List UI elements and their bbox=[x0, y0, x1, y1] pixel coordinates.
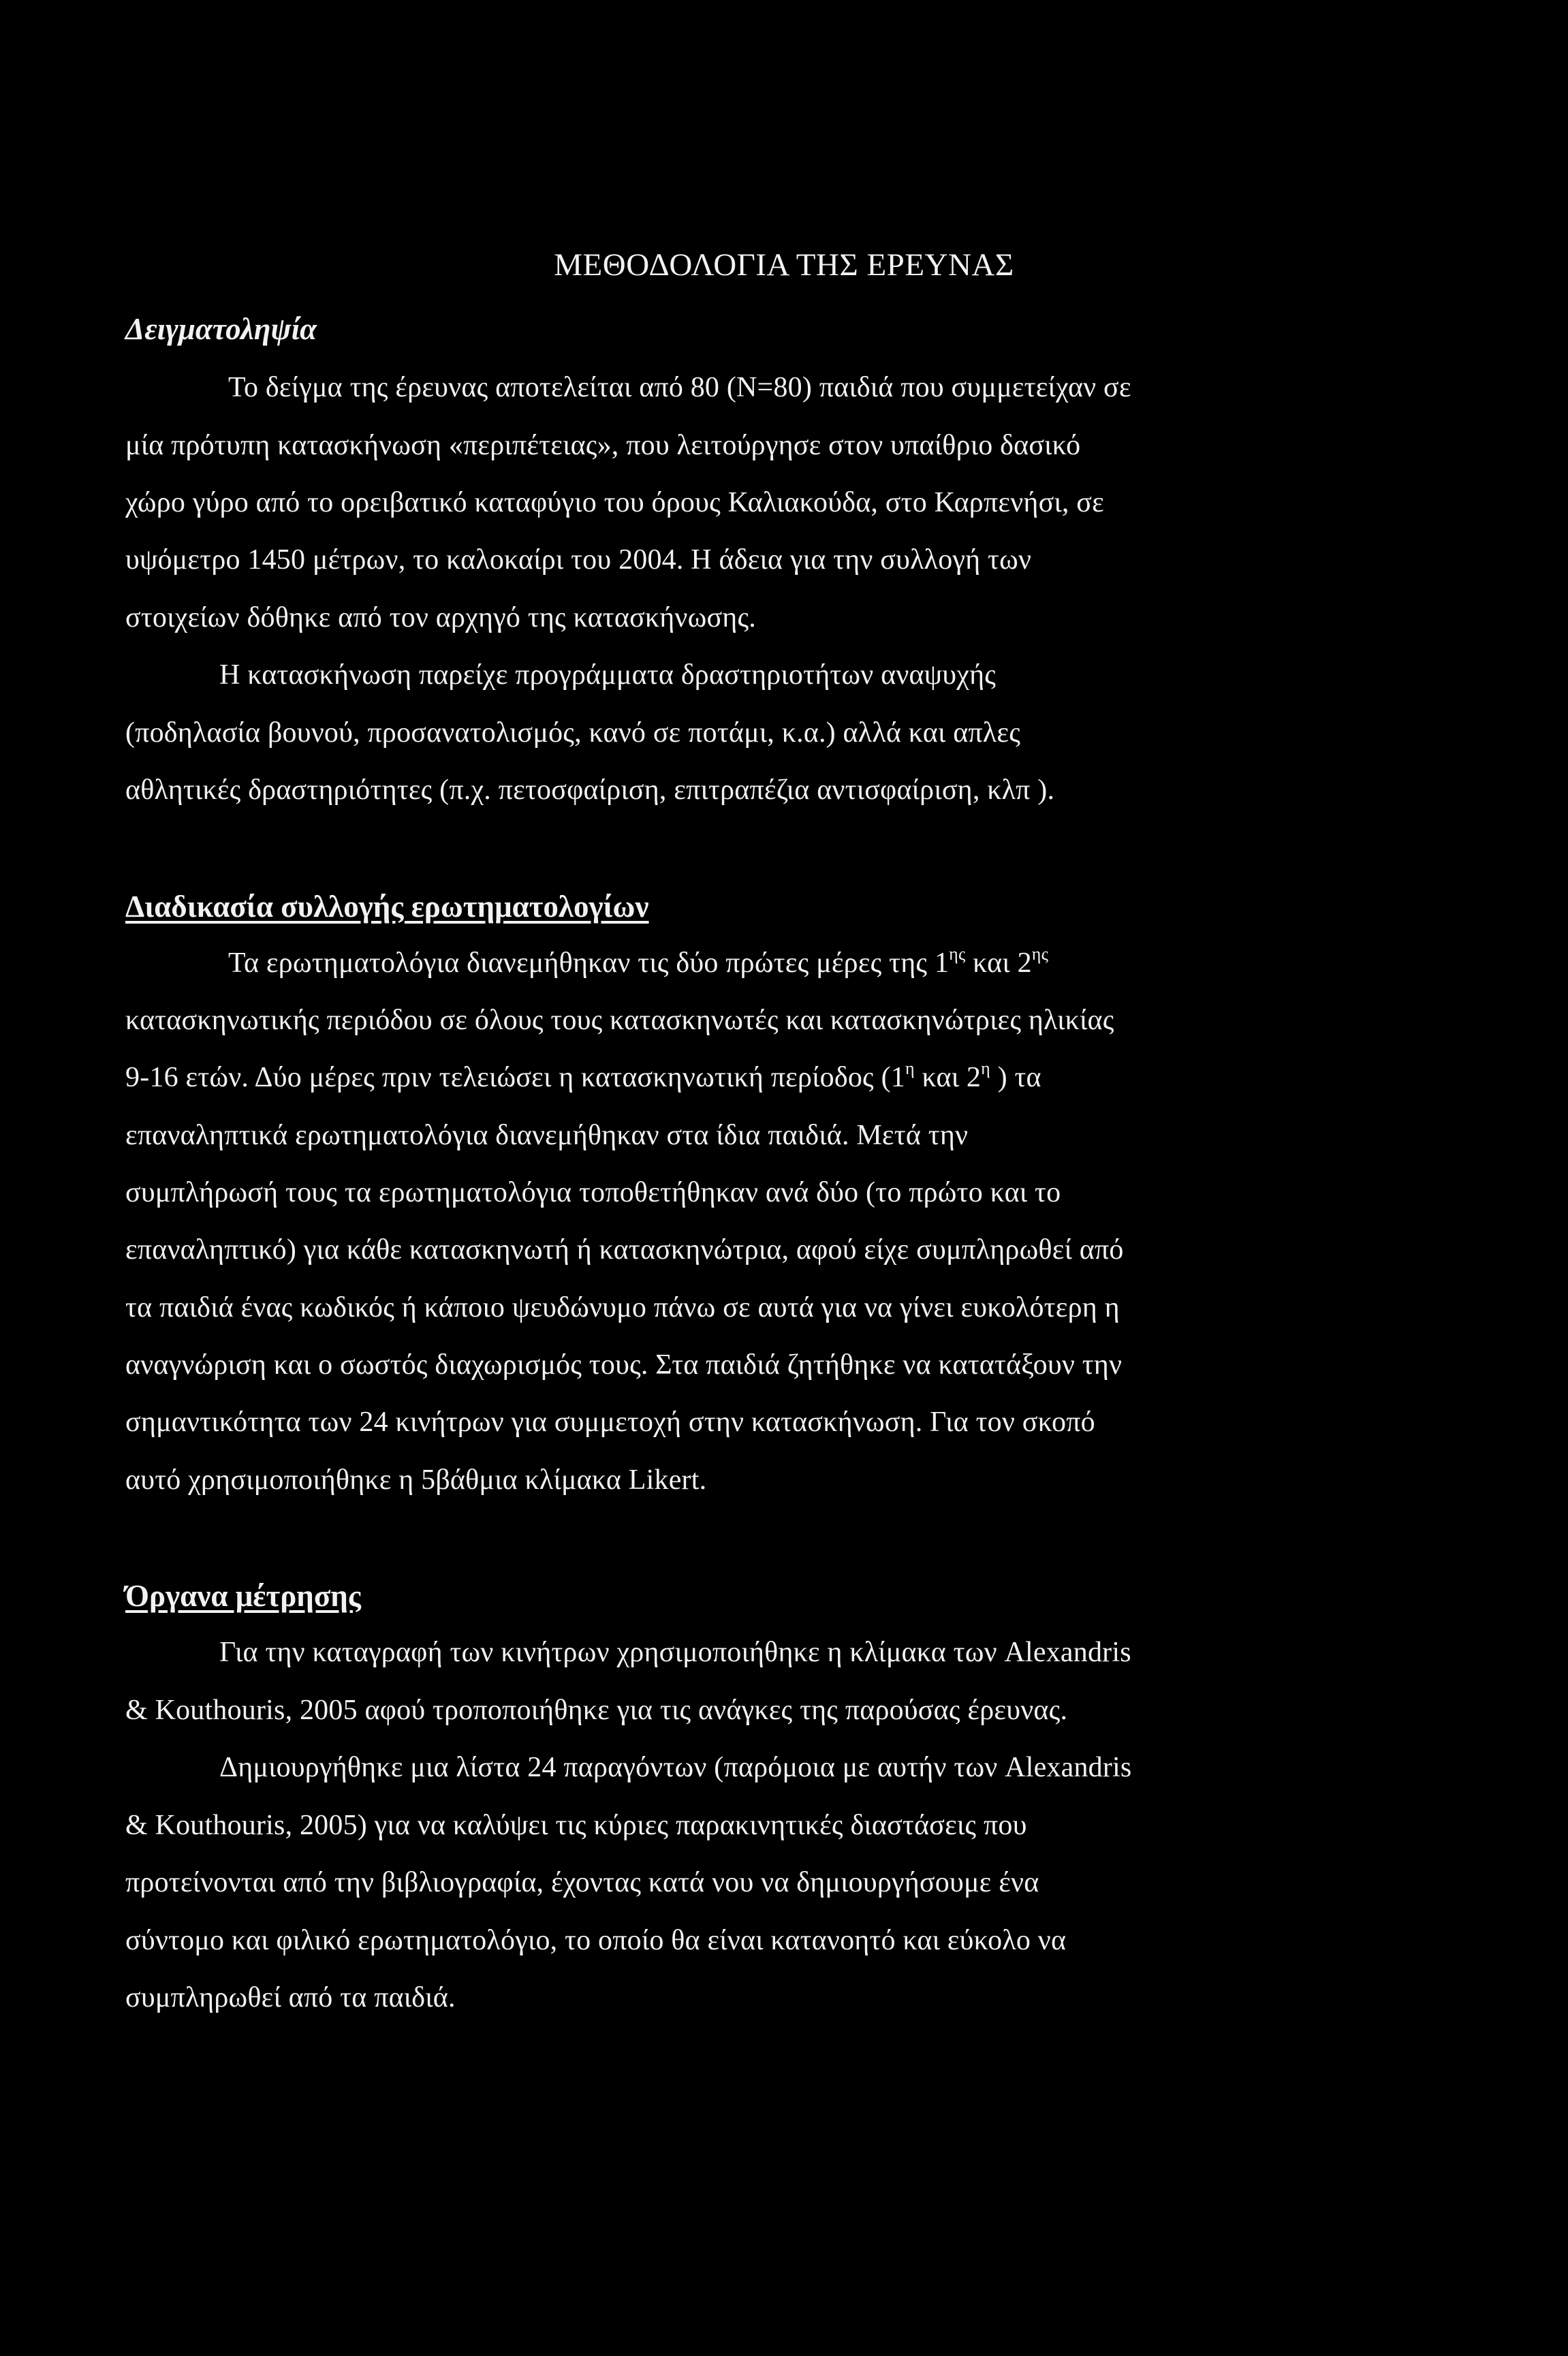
line-text: και 2 bbox=[914, 1062, 982, 1093]
paragraph-line: σύντομο και φιλικό ερωτηματολόγιο, το οποίο θα είναι κατανοητό και εύκολο να bbox=[125, 1925, 1067, 1956]
paragraph-line: αθλητικές δραστηριότητες (π.χ. πετοσφαίριση, επιτραπέζια αντισφαίριση, κλπ ). bbox=[125, 774, 1055, 806]
section-heading-collection-procedure: Διαδικασία συλλογής ερωτηματολογίων bbox=[125, 890, 649, 924]
line-text: και 2 bbox=[965, 947, 1032, 979]
line-text: 9-16 ετών. Δύο μέρες πριν τελειώσει η κατασκηνωτική περίοδος (1 bbox=[125, 1062, 905, 1093]
ordinal-suffix: ης bbox=[949, 944, 966, 964]
line-text: ) τα bbox=[990, 1062, 1041, 1093]
paragraph-line: χώρο γύρο από το ορειβατικό καταφύγιο του όρους Καλιακούδα, στο Καρπενήσι, σε bbox=[125, 487, 1104, 518]
paragraph-line: Η κατασκήνωση παρείχε προγράμματα δραστηριοτήτων αναψυχής bbox=[219, 659, 997, 691]
section-heading-instruments: Όργανα μέτρησης bbox=[125, 1579, 361, 1613]
paragraph-line: συμπληρωθεί από τα παιδιά. bbox=[125, 1982, 456, 2013]
paragraph-line: αυτό χρησιμοποιήθηκε η 5βάθμια κλίμακα Likert. bbox=[125, 1464, 707, 1496]
paragraph-line: μία πρότυπη κατασκήνωση «περιπέτειας», που λειτούργησε στον υπαίθριο δασικό bbox=[125, 430, 1081, 461]
paragraph-line: & Kouthouris, 2005) για να καλύψει τις κύριες παρακινητικές διαστάσεις που bbox=[125, 1810, 1027, 1841]
page-title: ΜΕΘΟΔΟΛΟΓΙΑ ΤΗΣ ΕΡΕΥΝΑΣ bbox=[554, 247, 1014, 283]
paragraph-line: τα παιδιά ένας κωδικός ή κάποιο ψευδώνυμο πάνω σε αυτά για να γίνει ευκολότερη η bbox=[125, 1292, 1120, 1323]
paragraph-line: αναγνώριση και ο σωστός διαχωρισμός τους. Στα παιδιά ζητήθηκε να κατατάξουν την bbox=[125, 1349, 1123, 1381]
paragraph-line: επαναληπτικά ερωτηματολόγια διανεμήθηκαν στα ίδια παιδιά. Μετά την bbox=[125, 1120, 969, 1151]
paragraph-line bbox=[228, 944, 1049, 979]
paragraph-line: σημαντικότητα των 24 κινήτρων για συμμετοχή στην κατασκήνωση. Για τον σκοπό bbox=[125, 1407, 1095, 1438]
ordinal-suffix: η bbox=[981, 1058, 990, 1078]
paragraph-line: συμπλήρωσή τους τα ερωτηματολόγια τοποθετήθηκαν ανά δύο (το πρώτο και το bbox=[125, 1177, 1061, 1208]
paragraph-line: Δημιουργήθηκε μια λίστα 24 παραγόντων (παρόμοια με αυτήν των Alexandris bbox=[219, 1752, 1132, 1783]
paragraph-line: Για την καταγραφή των κινήτρων χρησιμοποιήθηκε η κλίμακα των Alexandris bbox=[219, 1637, 1131, 1668]
paragraph-line: (ποδηλασία βουνού, προσανατολισμός, κανό σε ποτάμι, κ.α.) αλλά και απλες bbox=[125, 717, 1021, 749]
line-text: Τα ερωτηματολόγια διανεμήθηκαν τις δύο πρώτες μέρες της 1 bbox=[228, 947, 950, 979]
paragraph-line: & Kouthouris, 2005 αφού τροποποιήθηκε για τις ανάγκες της παρούσας έρευνας. bbox=[125, 1695, 1068, 1726]
paragraph-line: κατασκηνωτικής περιόδου σε όλους τους κατασκηνωτές και κατασκηνώτριες ηλικίας bbox=[125, 1005, 1114, 1036]
ordinal-suffix: η bbox=[905, 1058, 915, 1078]
paragraph-line: στοιχείων δόθηκε από τον αρχηγό της κατασκήνωσης. bbox=[125, 602, 757, 633]
ordinal-suffix: ης bbox=[1031, 944, 1049, 964]
paragraph-line: Το δείγμα της έρευνας αποτελείται από 80 (N=80) παιδιά που συμμετείχαν σε bbox=[228, 372, 1131, 403]
paragraph-line bbox=[125, 1058, 1041, 1094]
paragraph-line: επαναληπτικό) για κάθε κατασκηνωτή ή κατασκηνώτρια, αφού είχε συμπληρωθεί από bbox=[125, 1234, 1124, 1266]
section-heading-sampling: Δειγματοληψία bbox=[125, 312, 317, 346]
paragraph-line: υψόμετρο 1450 μέτρων, το καλοκαίρι του 2004. Η άδεια για την συλλογή των bbox=[125, 544, 1032, 576]
paragraph-line: προτείνονται από την βιβλιογραφία, έχοντας κατά νου να δημιουργήσουμε ένα bbox=[125, 1867, 1039, 1898]
